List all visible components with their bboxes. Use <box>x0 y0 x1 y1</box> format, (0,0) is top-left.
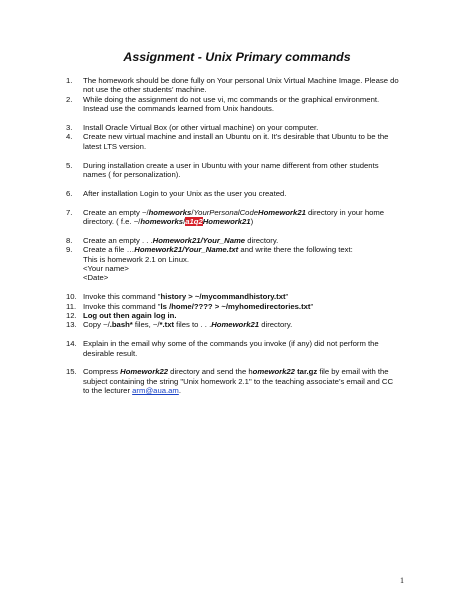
item-number: 11. <box>66 301 77 311</box>
text-run: directory. <box>259 320 293 330</box>
item-text-line: <Your name> <box>83 264 129 274</box>
command-text: ls /home/???? > ~/myhomedirectories.txt <box>160 301 311 311</box>
path-segment: omework22 <box>252 367 295 377</box>
list-item-14 <box>66 339 416 358</box>
item-number: 8. <box>66 235 73 245</box>
item-number: 4. <box>66 132 73 142</box>
text-run: Invoke this command " <box>83 292 161 302</box>
item-text-line: latest LTS version. <box>83 141 147 151</box>
item-text-line <box>83 367 416 376</box>
path-segment: Homework21 <box>211 320 260 330</box>
item-text-line: Explain in the email why some of the commands you invoke (if any) did not perform the <box>83 339 379 349</box>
file-pattern: *.txt <box>159 320 175 330</box>
list-item-13 <box>66 320 416 329</box>
instruction-list <box>66 76 416 396</box>
text-run: files, ~/ <box>132 320 160 330</box>
item-text-line <box>83 386 416 395</box>
list-item-6 <box>66 189 416 198</box>
text-run: Create a file … <box>83 245 135 255</box>
list-item-9 <box>66 245 416 283</box>
highlighted-code: a1q2 <box>185 217 203 227</box>
item-text-line <box>83 208 416 217</box>
command-text: history > ~/mycommandhistory.txt <box>160 292 286 302</box>
item-text-line: not use the other students’ machine. <box>83 85 207 95</box>
list-item-3 <box>66 123 416 132</box>
text-run: to the lecturer <box>83 386 133 396</box>
path-segment: Homework21/Your_Name <box>152 235 246 245</box>
item-number: 14. <box>66 339 77 349</box>
item-number: 2. <box>66 94 73 104</box>
item-text-line <box>83 292 416 301</box>
list-item-7 <box>66 208 416 227</box>
item-text-line <box>83 236 416 245</box>
text-run: ) <box>250 217 254 227</box>
list-item-2 <box>66 95 416 114</box>
item-text-line: This is homework 2.1 on Linux. <box>83 254 189 264</box>
document-title: Assignment - Unix Primary commands <box>123 50 351 64</box>
text-run: . <box>178 386 181 396</box>
item-text-line <box>83 320 416 329</box>
item-text-line <box>83 217 416 226</box>
list-item-12 <box>66 311 416 320</box>
item-text-line: subject containing the string "Unix homework 2.1" to the teaching associate’s email and CC <box>83 376 393 386</box>
text-run: directory. ( f.e. ~/ <box>83 217 141 227</box>
path-segment: Homework21 <box>202 217 251 227</box>
path-segment: Homework21/Your_Name.txt <box>134 245 239 255</box>
item-number: 3. <box>66 123 73 133</box>
text-run: " <box>285 292 289 302</box>
list-item-4 <box>66 132 416 151</box>
item-text-line: Instead use the commands learned from Unix handouts. <box>83 104 275 114</box>
path-segment: homeworks <box>140 217 184 227</box>
item-number: 1. <box>66 76 73 85</box>
text-run: files to . . . <box>174 320 212 330</box>
item-text-line <box>83 245 416 254</box>
text-run: directory in your home <box>305 207 385 217</box>
item-text-line: names ( for personalization). <box>83 170 181 180</box>
list-item-11 <box>66 302 416 311</box>
item-text-line: After installation Login to your Unix as the user you created. <box>83 188 287 198</box>
list-item-5 <box>66 161 416 180</box>
item-number: 15. <box>66 367 77 377</box>
item-text-line: During installation create a user in Ubuntu with your name different from other students <box>83 160 379 170</box>
item-number: 10. <box>66 292 77 302</box>
text-run: directory. <box>245 235 279 245</box>
item-number: 9. <box>66 245 73 255</box>
email-link[interactable]: arm@aua.am <box>132 386 179 396</box>
text-run: Compress <box>83 367 121 377</box>
text-run: Copy ~/ <box>83 320 110 330</box>
item-text-line: desirable result. <box>83 348 138 358</box>
item-text-line: Create new virtual machine and install an Ubuntu on it. It’s desirable that Ubuntu to be the <box>83 132 389 142</box>
item-number: 6. <box>66 188 73 198</box>
item-text-line: The homework should be done fully on Your personal Unix Virtual Machine Image. Please do <box>83 76 399 85</box>
item-number: 12. <box>66 311 77 321</box>
item-number: 5. <box>66 160 73 170</box>
list-item-10 <box>66 292 416 301</box>
path-segment: Homework22 <box>120 367 169 377</box>
text-run: Invoke this command " <box>83 301 161 311</box>
text-run: " <box>310 301 314 311</box>
item-text-line: <Date> <box>83 273 109 283</box>
text-run: directory and send the h <box>168 367 253 377</box>
page-number: 1 <box>400 576 404 585</box>
text-run: / <box>191 207 194 217</box>
item-text-line: While doing the assignment do not use vi, mc commands or the graphical environment. <box>83 94 380 104</box>
text-run: Create an empty ~/ <box>83 207 149 217</box>
path-segment: Homework21 <box>258 207 306 217</box>
path-segment: YourPersonalCode <box>193 207 259 217</box>
list-item-15 <box>66 367 416 395</box>
file-extension: tar.gz <box>294 367 318 377</box>
file-pattern: .bash* <box>109 320 133 330</box>
list-item-1 <box>66 76 416 95</box>
text-run: file by email with the <box>317 367 389 377</box>
item-text-line <box>83 302 416 311</box>
text-run: Create an empty . . . <box>83 235 153 245</box>
path-segment: homeworks <box>148 207 192 217</box>
item-number: 13. <box>66 320 77 330</box>
list-item-8 <box>66 236 416 245</box>
item-number: 7. <box>66 207 73 217</box>
item-text-line: Install Oracle Virtual Box (or other virtual machine) on your computer. <box>83 123 319 133</box>
text-run: and write there the following text: <box>238 245 353 255</box>
item-text-line: Log out then again log in. <box>83 311 177 321</box>
